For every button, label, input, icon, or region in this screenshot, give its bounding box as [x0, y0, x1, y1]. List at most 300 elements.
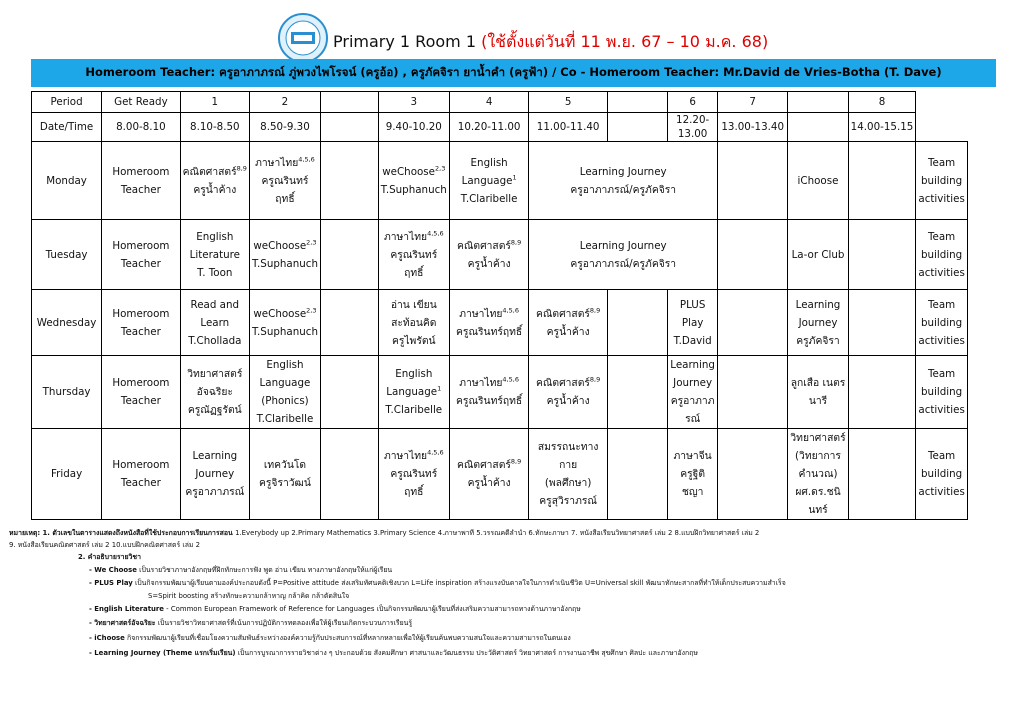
- break-cell: [717, 290, 787, 356]
- cell-text: [531, 237, 715, 255]
- period-4-cell: [449, 220, 529, 290]
- cell-text: [183, 447, 247, 465]
- cell-line-text: English: [470, 156, 508, 169]
- cell-line-text: T.Claribelle: [256, 413, 314, 425]
- cell-text: [452, 323, 527, 341]
- cell-text: [252, 237, 318, 255]
- break-cell: [717, 142, 787, 220]
- cell-text: [531, 492, 604, 510]
- cell-line-text: Team: [927, 450, 956, 462]
- cell-text: [381, 181, 447, 199]
- note-wechoose: เป็นรายวิชาภาษาอังกฤษที่ฝึกทักษะการฟัง พูด อ่าน เขียน ทางภาษาอังกฤษให้แก่ผู้เรียน: [136, 566, 393, 574]
- cell-text: [252, 323, 318, 341]
- cell-text: [452, 392, 527, 410]
- cell-text: [252, 356, 318, 392]
- time-header-cell: 8.10-8.50: [180, 113, 249, 142]
- cell-text: [790, 332, 845, 350]
- cell-line-text: activities: [918, 404, 965, 416]
- cell-line-text: คณิตศาสตร์: [456, 239, 511, 252]
- cell-text: [183, 181, 247, 199]
- cell-line-text: T.Claribelle: [385, 404, 443, 416]
- time-header-cell: [788, 113, 848, 142]
- book-reference: 8,9: [236, 164, 247, 173]
- cell-line-text: building: [920, 386, 963, 398]
- cell-line-text: ครูน้ำค้าง: [546, 325, 590, 338]
- period-4-cell: [449, 356, 529, 429]
- break-cell: [848, 220, 916, 290]
- period-header-row: [32, 92, 1024, 113]
- day-name: Friday: [32, 429, 102, 520]
- cell-line-text: ครูอาภาภรณ์: [670, 395, 715, 425]
- cell-text: [452, 456, 527, 474]
- day-row-thursday: [32, 356, 1024, 429]
- note-lj: เป็นการบูรณาการรายวิชาต่าง ๆ ประกอบด้วย สังคมศึกษา ศาสนาและวัฒนธรรม ประวัติศาสตร์ วิทยาศาสตร์ การงานอาชีพ สุขศึกษา ศิลปะ และภาษาอังกฤษ: [235, 649, 698, 657]
- period-3-cell: [378, 429, 449, 520]
- cell-text: [918, 383, 964, 401]
- cell-line-text: ครูน้ำค้าง: [467, 477, 511, 489]
- cell-text: [531, 181, 715, 199]
- day-row-wednesday: [32, 290, 1024, 356]
- period-header-cell: 1: [180, 92, 249, 113]
- cell-text: [104, 255, 178, 273]
- cell-text: [381, 401, 447, 419]
- cell-text: [452, 190, 527, 208]
- cell-text: [790, 246, 845, 264]
- day-name: Monday: [32, 142, 102, 220]
- cell-text: [918, 465, 964, 483]
- day-row-monday: [32, 142, 1024, 220]
- cell-line-text: ครูอาภาภรณ์: [185, 486, 245, 498]
- cell-line-text: T.Claribelle: [460, 192, 518, 205]
- notes-books-2: 9. หนังสือเรียนคณิตศาสตร์ เล่ม 2 10.แบบฝึกคณิตศาสตร์ เล่ม 2: [9, 541, 201, 549]
- cell-line-text: ผศ.ดร.ชนินทร์: [795, 486, 841, 516]
- cell-text: [531, 323, 604, 341]
- cell-line-text: คณิตศาสตร์: [182, 165, 237, 178]
- cell-line-text: คณิตศาสตร์: [456, 459, 511, 471]
- lunch-cell: [607, 356, 667, 429]
- time-header-cell: 8.50-9.30: [249, 113, 320, 142]
- cell-line-text: Team: [927, 368, 956, 380]
- note-ichoose-label: - iChoose: [89, 634, 125, 642]
- cell-line-text: (พลศึกษา): [544, 477, 592, 489]
- get-ready-cell: [102, 220, 181, 290]
- book-reference: 4,5,6: [427, 229, 444, 238]
- cell-text: [381, 447, 447, 465]
- cell-line-text: Homeroom: [112, 377, 170, 389]
- cell-text: [252, 456, 318, 474]
- time-header-cell: 10.20-11.00: [449, 113, 529, 142]
- period-2-cell: [249, 220, 320, 290]
- book-reference: 4,5,6: [502, 375, 519, 384]
- period-label: Period: [32, 92, 102, 113]
- cell-line-text: Teacher: [120, 257, 161, 270]
- timetable: [31, 91, 1024, 520]
- break-cell: [848, 290, 916, 356]
- cell-text: [183, 401, 247, 419]
- cell-text: [918, 401, 964, 419]
- cell-text: [531, 438, 604, 474]
- cell-line-text: iChoose: [797, 174, 839, 187]
- cell-text: [918, 365, 964, 383]
- note-plus: เป็นกิจกรรมพัฒนาผู้เรียนตามองค์ประกอบดังนี้ P=Positive attitude ส่งเสริมทัศนคติเชิงบวก L=Life inspiration สร้างแรงบันดาลใจในการดำเนินชีวิต U=Universal skill พัฒนาทักษะสากลที่ทำให้เด็กประสบความสำเร็จ: [132, 579, 786, 587]
- day-row-tuesday: [32, 220, 1024, 290]
- cell-text: [381, 228, 447, 246]
- book-reference: 2,3: [435, 164, 446, 173]
- cell-text: [918, 483, 964, 501]
- cell-text: [452, 305, 527, 323]
- time-header-cell: 14.00-15.15: [848, 113, 916, 142]
- period-2-cell: [249, 290, 320, 356]
- cell-line-text: ครูน้ำค้าง: [467, 257, 511, 270]
- cell-line-text: building: [920, 248, 963, 261]
- period-6-cell: [668, 429, 718, 520]
- break-cell: [848, 142, 916, 220]
- cell-text: [183, 264, 247, 282]
- cell-line-text: ครูณรินทร์ฤทธิ์: [390, 248, 438, 279]
- cell-line-text: T.David: [673, 334, 712, 347]
- cell-line-text: ครูจิราวัฒน์: [259, 477, 311, 489]
- cell-text: [531, 392, 604, 410]
- break-cell: [717, 356, 787, 429]
- period-8-cell: [916, 429, 967, 520]
- break-cell: [320, 142, 378, 220]
- cell-text: [531, 305, 604, 323]
- note-lj-label: - Learning Journey (Theme แรกเริ่มเรียน): [89, 649, 236, 657]
- lunch-cell: [607, 290, 667, 356]
- period-2-cell: [249, 142, 320, 220]
- cell-text: [918, 332, 964, 350]
- cell-line-text: La-or Club: [791, 248, 845, 261]
- cell-text: [252, 255, 318, 273]
- book-reference: 8,9: [589, 306, 601, 315]
- cell-line-text: Journey: [195, 468, 235, 480]
- time-label: Date/Time: [32, 113, 102, 142]
- cell-line-text: ครูน้ำค้าง: [193, 183, 237, 196]
- book-reference: 8,9: [510, 457, 522, 466]
- break-cell: [320, 220, 378, 290]
- cell-line-text: activities: [918, 486, 965, 498]
- period-5-6-cell: [529, 142, 718, 220]
- cell-line-text: Teacher: [120, 395, 161, 407]
- book-reference: 1: [512, 173, 517, 182]
- cell-line-text: Homeroom: [112, 307, 170, 320]
- cell-line-text: Teacher: [120, 183, 161, 196]
- cell-text: [918, 228, 964, 246]
- cell-text: [452, 474, 527, 492]
- cell-line-text: Read and Learn: [190, 298, 240, 329]
- cell-line-text: building: [920, 468, 963, 480]
- cell-text: [104, 456, 178, 474]
- get-ready-cell: [102, 429, 181, 520]
- cell-text: [918, 447, 964, 465]
- cell-text: [381, 365, 447, 383]
- cell-line-text: อัจฉริยะ: [196, 386, 233, 398]
- cell-line-text: คณิตศาสตร์: [535, 307, 590, 320]
- cell-line-text: ครูอาภาภรณ์/ครูภัคจิรา: [570, 183, 677, 196]
- period-3-cell: [378, 290, 449, 356]
- period-5-cell: [529, 290, 607, 356]
- cell-line-text: Team: [927, 230, 956, 243]
- cell-line-text: T.Suphanuch: [251, 257, 318, 270]
- cell-text: [183, 246, 247, 264]
- period-1-cell: [180, 220, 249, 290]
- cell-line-text: ครูณรินทร์ฤทธิ์: [456, 325, 523, 338]
- title-date-range: (ใช้ตั้งแต่วันที่ 11 พ.ย. 67 – 10 ม.ค. 68): [481, 32, 769, 51]
- notes-books: 1.Everybody up 2.Primary Mathematics 3.Primary Science 4.ภาษาพาที 5.วรรณคดีลำนำ 6.ทักษะภาษา 7. หนังสือเรียนวิทยาศาสตร์ เล่ม 2 8.แบบฝึกวิทยาศาสตร์ เล่ม 2: [235, 529, 760, 537]
- break-cell: [320, 356, 378, 429]
- cell-line-text: ภาษาไทย: [383, 230, 428, 243]
- cell-line-text: Learning Journey: [579, 239, 667, 252]
- note-science: เป็นรายวิชาวิทยาศาสตร์ที่เน้นการปฏิบัติการทดลองเพื่อให้ผู้เรียนเกิดกระบวนการเรียนรู้: [155, 619, 413, 627]
- period-3-cell: [378, 220, 449, 290]
- cell-line-text: ครูณรินทร์ฤทธิ์: [261, 174, 309, 205]
- period-header-cell: 4: [449, 92, 529, 113]
- cell-line-text: English Language: [259, 359, 311, 389]
- period-3-cell: [378, 356, 449, 429]
- cell-text: [252, 410, 318, 428]
- period-header-cell: 5: [529, 92, 607, 113]
- cell-line-text: T.Suphanuch: [380, 183, 447, 196]
- cell-line-text: Homeroom: [112, 165, 170, 178]
- cell-line-text: T. Toon: [197, 266, 233, 279]
- break-cell: [717, 429, 787, 520]
- notes-heading: หมายเหตุ: 1. ตัวเลขในตารางแสดงถึงหนังสือที่ใช้ประกอบการเรียนการสอน: [9, 529, 236, 537]
- cell-line-text: activities: [918, 266, 965, 279]
- cell-line-text: Learning: [192, 450, 238, 462]
- cell-text: [381, 296, 447, 314]
- cell-text: [381, 163, 447, 181]
- cell-text: [918, 190, 964, 208]
- period-header-cell: 7: [717, 92, 787, 113]
- get-ready-cell: [102, 142, 181, 220]
- note-plus-label: - PLUS Play: [89, 579, 133, 587]
- time-header-cell: 11.00-11.40: [529, 113, 607, 142]
- cell-text: [452, 172, 527, 190]
- book-reference: 2,3: [306, 238, 317, 247]
- cell-line-text: Language: [461, 174, 513, 187]
- get-ready-cell: [102, 290, 181, 356]
- period-3-cell: [378, 142, 449, 220]
- period-5-cell: [529, 356, 607, 429]
- book-reference: 4,5,6: [427, 448, 444, 457]
- period-7-cell: [788, 290, 848, 356]
- cell-text: [381, 314, 447, 332]
- title-main: Primary 1 Room 1: [333, 32, 482, 51]
- time-header-row: [32, 113, 1024, 142]
- break-cell: [848, 429, 916, 520]
- note-ichoose: กิจกรรมพัฒนาผู้เรียนที่เชื่อมโยงความสัมพันธ์ระหว่างองค์ความรู้กับประสบการณ์ที่หลากหลายเพื่อให้ผู้เรียนค้นพบความสนใจและความสามารถในตนเอง: [124, 634, 571, 642]
- period-5-cell: [529, 429, 607, 520]
- cell-line-text: activities: [918, 334, 965, 347]
- cell-text: [104, 374, 178, 392]
- cell-line-text: activities: [918, 192, 965, 205]
- cell-text: [104, 305, 178, 323]
- cell-line-text: ลูกเสือ เนตรนารี: [790, 377, 846, 407]
- cell-text: [790, 172, 845, 190]
- book-reference: 4,5,6: [502, 306, 519, 315]
- period-1-cell: [180, 290, 249, 356]
- period-header-cell: 8: [848, 92, 916, 113]
- period-8-cell: [916, 220, 967, 290]
- cell-line-text: Team: [927, 156, 956, 169]
- cell-line-text: weChoose: [253, 307, 307, 320]
- period-1-cell: [180, 429, 249, 520]
- cell-text: [531, 163, 715, 181]
- cell-text: [104, 163, 178, 181]
- cell-text: [252, 172, 318, 208]
- cell-line-text: Literature: [189, 248, 241, 261]
- cell-text: [104, 474, 178, 492]
- cell-text: [918, 172, 964, 190]
- period-header-cell: 2: [249, 92, 320, 113]
- break-cell: [848, 356, 916, 429]
- period-header-cell: 6: [668, 92, 718, 113]
- homeroom-banner: Homeroom Teacher: ครูอาภาภรณ์ ภู่พวงไพโรจน์ (ครูอ้อ) , ครูภัคจิรา ยาน้ำคำ (ครูฟ้า) / Co - Homeroom Teacher: Mr.David de Vries-Botha (T. Dave): [31, 59, 996, 87]
- cell-text: [183, 228, 247, 246]
- period-5-6-cell: [529, 220, 718, 290]
- cell-text: [183, 332, 247, 350]
- cell-text: [104, 323, 178, 341]
- cell-text: [670, 356, 715, 392]
- cell-line-text: ภาษาไทย: [459, 307, 503, 320]
- period-header-cell: [320, 92, 378, 113]
- cell-line-text: (Phonics): [261, 395, 309, 407]
- school-logo: [277, 12, 329, 64]
- cell-text: [183, 163, 247, 181]
- cell-line-text: Homeroom: [112, 459, 170, 471]
- book-reference: 1: [437, 384, 442, 393]
- day-name: Tuesday: [32, 220, 102, 290]
- get-ready-cell: [102, 356, 181, 429]
- cell-text: [183, 483, 247, 501]
- cell-line-text: ภาษาจีน: [673, 450, 712, 462]
- cell-text: [183, 465, 247, 483]
- time-header-cell: 8.00-8.10: [102, 113, 181, 142]
- cell-line-text: ภาษาไทย: [459, 377, 503, 389]
- cell-line-text: วิทยาศาสตร์: [187, 368, 243, 380]
- cell-line-text: PLUS Play: [679, 298, 706, 329]
- cell-line-text: สมรรถนะทางกาย: [537, 441, 599, 471]
- cell-line-text: Learning Journey: [670, 359, 715, 389]
- period-1-cell: [180, 142, 249, 220]
- cell-line-text: Teacher: [120, 325, 161, 338]
- cell-line-text: building: [920, 316, 963, 329]
- book-reference: 4,5,6: [298, 155, 315, 164]
- cell-text: [381, 332, 447, 350]
- cell-text: [104, 237, 178, 255]
- cell-text: [252, 305, 318, 323]
- cell-line-text: English: [395, 368, 433, 380]
- lunch-cell: [607, 429, 667, 520]
- cell-text: [252, 392, 318, 410]
- cell-text: [183, 365, 247, 383]
- cell-text: [670, 465, 715, 501]
- book-reference: 8,9: [589, 375, 601, 384]
- period-7-cell: [788, 429, 848, 520]
- period-4-cell: [449, 290, 529, 356]
- day-row-friday: [32, 429, 1024, 520]
- day-name: Wednesday: [32, 290, 102, 356]
- cell-line-text: ครูไพรัตน์: [391, 334, 436, 347]
- cell-line-text: ครูภัคจิรา: [796, 334, 840, 347]
- cell-text: [252, 474, 318, 492]
- cell-text: [790, 429, 845, 447]
- cell-text: [670, 447, 715, 465]
- cell-text: [183, 383, 247, 401]
- period-7-cell: [788, 142, 848, 220]
- cell-line-text: Homeroom: [112, 239, 170, 252]
- book-reference: 2,3: [306, 306, 317, 315]
- period-header-cell: [607, 92, 667, 113]
- period-header-cell: 3: [378, 92, 449, 113]
- cell-text: [452, 255, 527, 273]
- cell-line-text: ภาษาไทย: [255, 156, 299, 169]
- cell-line-text: คณิตศาสตร์: [535, 377, 590, 389]
- cell-line-text: weChoose: [382, 165, 435, 178]
- period-7-cell: [788, 356, 848, 429]
- cell-text: [381, 465, 447, 501]
- cell-text: [670, 332, 715, 350]
- break-cell: [320, 290, 378, 356]
- cell-text: [918, 314, 964, 332]
- time-header-cell: 9.40-10.20: [378, 113, 449, 142]
- cell-text: [252, 154, 318, 172]
- cell-text: [104, 181, 178, 199]
- break-cell: [320, 429, 378, 520]
- note-wechoose-label: - We Choose: [89, 566, 137, 574]
- notes-subject-heading: 2. คำอธิบายรายวิชา: [78, 553, 141, 561]
- cell-text: [790, 296, 845, 332]
- cell-text: [790, 483, 845, 519]
- cell-text: [670, 392, 715, 428]
- cell-line-text: ภาษาไทย: [383, 450, 428, 462]
- cell-line-text: weChoose: [253, 239, 307, 252]
- period-header-cell: Get Ready: [102, 92, 181, 113]
- period-4-cell: [449, 142, 529, 220]
- cell-text: [183, 296, 247, 332]
- cell-line-text: วิทยาศาสตร์: [790, 432, 846, 444]
- period-8-cell: [916, 290, 967, 356]
- cell-line-text: ครูณรินทร์ฤทธิ์: [456, 395, 523, 407]
- cell-text: [452, 374, 527, 392]
- cell-line-text: building: [920, 174, 963, 187]
- cell-line-text: T.Chollada: [188, 334, 242, 347]
- cell-text: [918, 264, 964, 282]
- cell-line-text: ครูณรินทร์ฤทธิ์: [390, 468, 438, 498]
- time-header-cell: 13.00-13.40: [717, 113, 787, 142]
- period-6-cell: [668, 290, 718, 356]
- period-1-cell: [180, 356, 249, 429]
- cell-line-text: อ่าน เขียน: [390, 298, 437, 311]
- cell-text: [381, 246, 447, 282]
- cell-text: [531, 474, 604, 492]
- cell-line-text: ครูน้ำค้าง: [546, 395, 590, 407]
- cell-text: [452, 154, 527, 172]
- note-englit: - Common European Framework of Reference for Languages เป็นกิจกรรมพัฒนาผู้เรียนที่ส่งเสริมความสามารถทางด้านภาษาอังกฤษ: [163, 605, 581, 613]
- cell-line-text: Learning Journey: [579, 165, 667, 178]
- cell-line-text: ครูฐิติชญา: [680, 468, 706, 498]
- cell-text: [104, 392, 178, 410]
- note-plus-2: S=Spirit boosting สร้างทักษะความกล้าหาญ กล้าคิด กล้าตัดสินใจ: [148, 592, 350, 600]
- period-8-cell: [916, 356, 967, 429]
- period-2-cell: [249, 429, 320, 520]
- period-7-cell: [788, 220, 848, 290]
- note-englit-label: - English Literature: [89, 605, 164, 613]
- cell-line-text: ครูณัฏฐรัตน์: [187, 404, 242, 416]
- cell-text: [531, 255, 715, 273]
- note-science-label: - วิทยาศาสตร์อัจฉริยะ: [89, 619, 156, 627]
- period-header-cell: [788, 92, 848, 113]
